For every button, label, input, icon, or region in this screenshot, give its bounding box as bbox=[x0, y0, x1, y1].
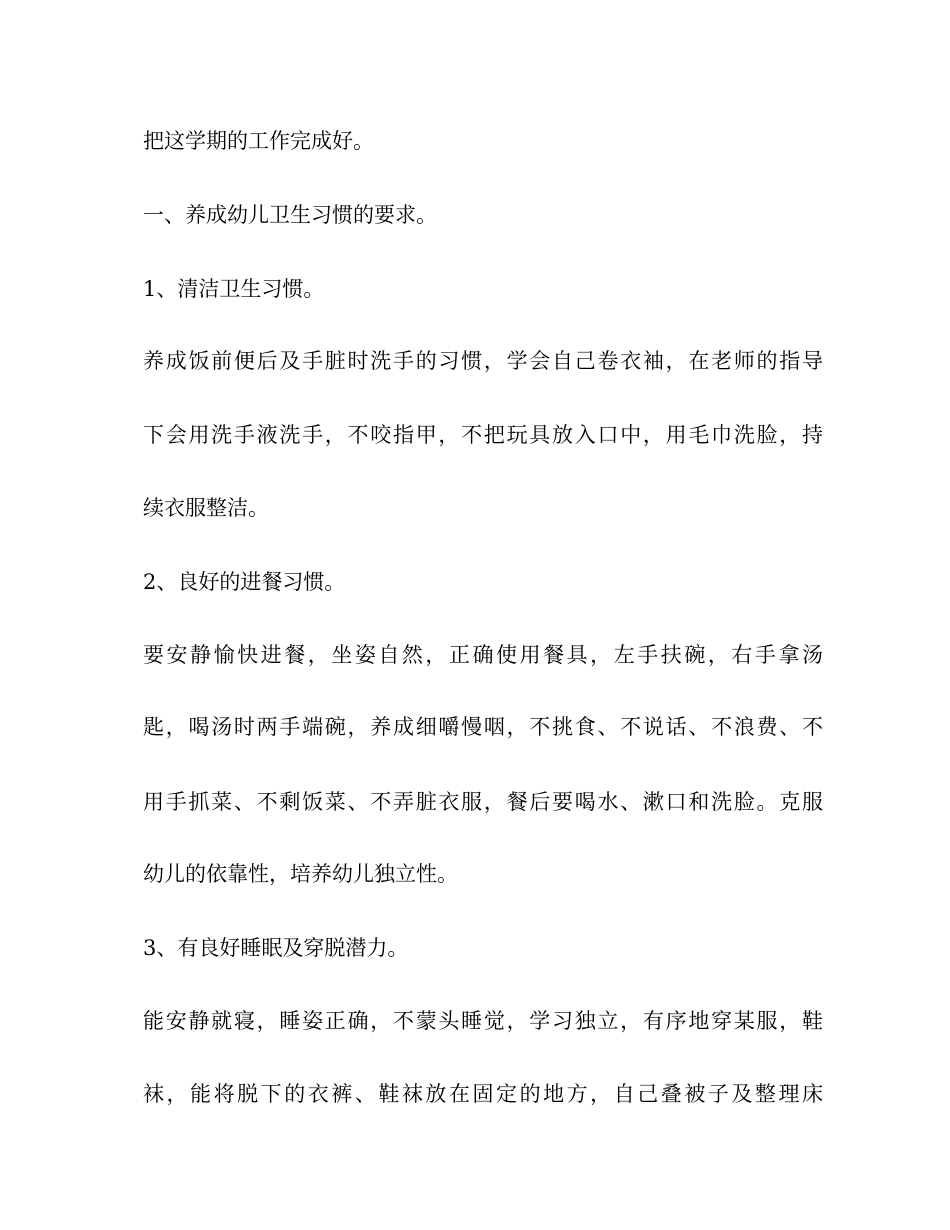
subsection-heading: 2、良好的进餐习惯。 bbox=[143, 570, 346, 594]
paragraph-line: 用手抓菜、不剩饭菜、不弄脏衣服，餐后要喝水、漱口和洗脸。克服 bbox=[143, 790, 823, 814]
subsection-heading: 3、有良好睡眠及穿脱潜力。 bbox=[143, 936, 409, 960]
paragraph-line: 养成饭前便后及手脏时洗手的习惯，学会自己卷衣袖，在老师的指导 bbox=[143, 349, 823, 373]
paragraph-line: 续衣服整洁。 bbox=[143, 496, 269, 520]
section-heading: 一、养成幼儿卫生习惯的要求。 bbox=[143, 203, 437, 227]
paragraph-line: 把这学期的工作完成好。 bbox=[143, 129, 374, 153]
subsection-heading: 1、清洁卫生习惯。 bbox=[143, 277, 325, 301]
paragraph-line: 袜，能将脱下的衣裤、鞋袜放在固定的地方，自己叠被子及整理床 bbox=[143, 1082, 823, 1106]
paragraph-line: 要安静愉快进餐，坐姿自然，正确使用餐具，左手扶碗，右手拿汤 bbox=[143, 643, 823, 667]
paragraph-line: 能安静就寝，睡姿正确，不蒙头睡觉，学习独立，有序地穿某服，鞋 bbox=[143, 1009, 823, 1033]
paragraph-line: 下会用洗手液洗手，不咬指甲，不把玩具放入口中，用毛巾洗脸，持 bbox=[143, 423, 823, 447]
paragraph-line: 幼儿的依靠性，培养幼儿独立性。 bbox=[143, 862, 458, 886]
paragraph-line: 匙，喝汤时两手端碗，养成细嚼慢咽，不挑食、不说话、不浪费、不 bbox=[143, 715, 823, 739]
